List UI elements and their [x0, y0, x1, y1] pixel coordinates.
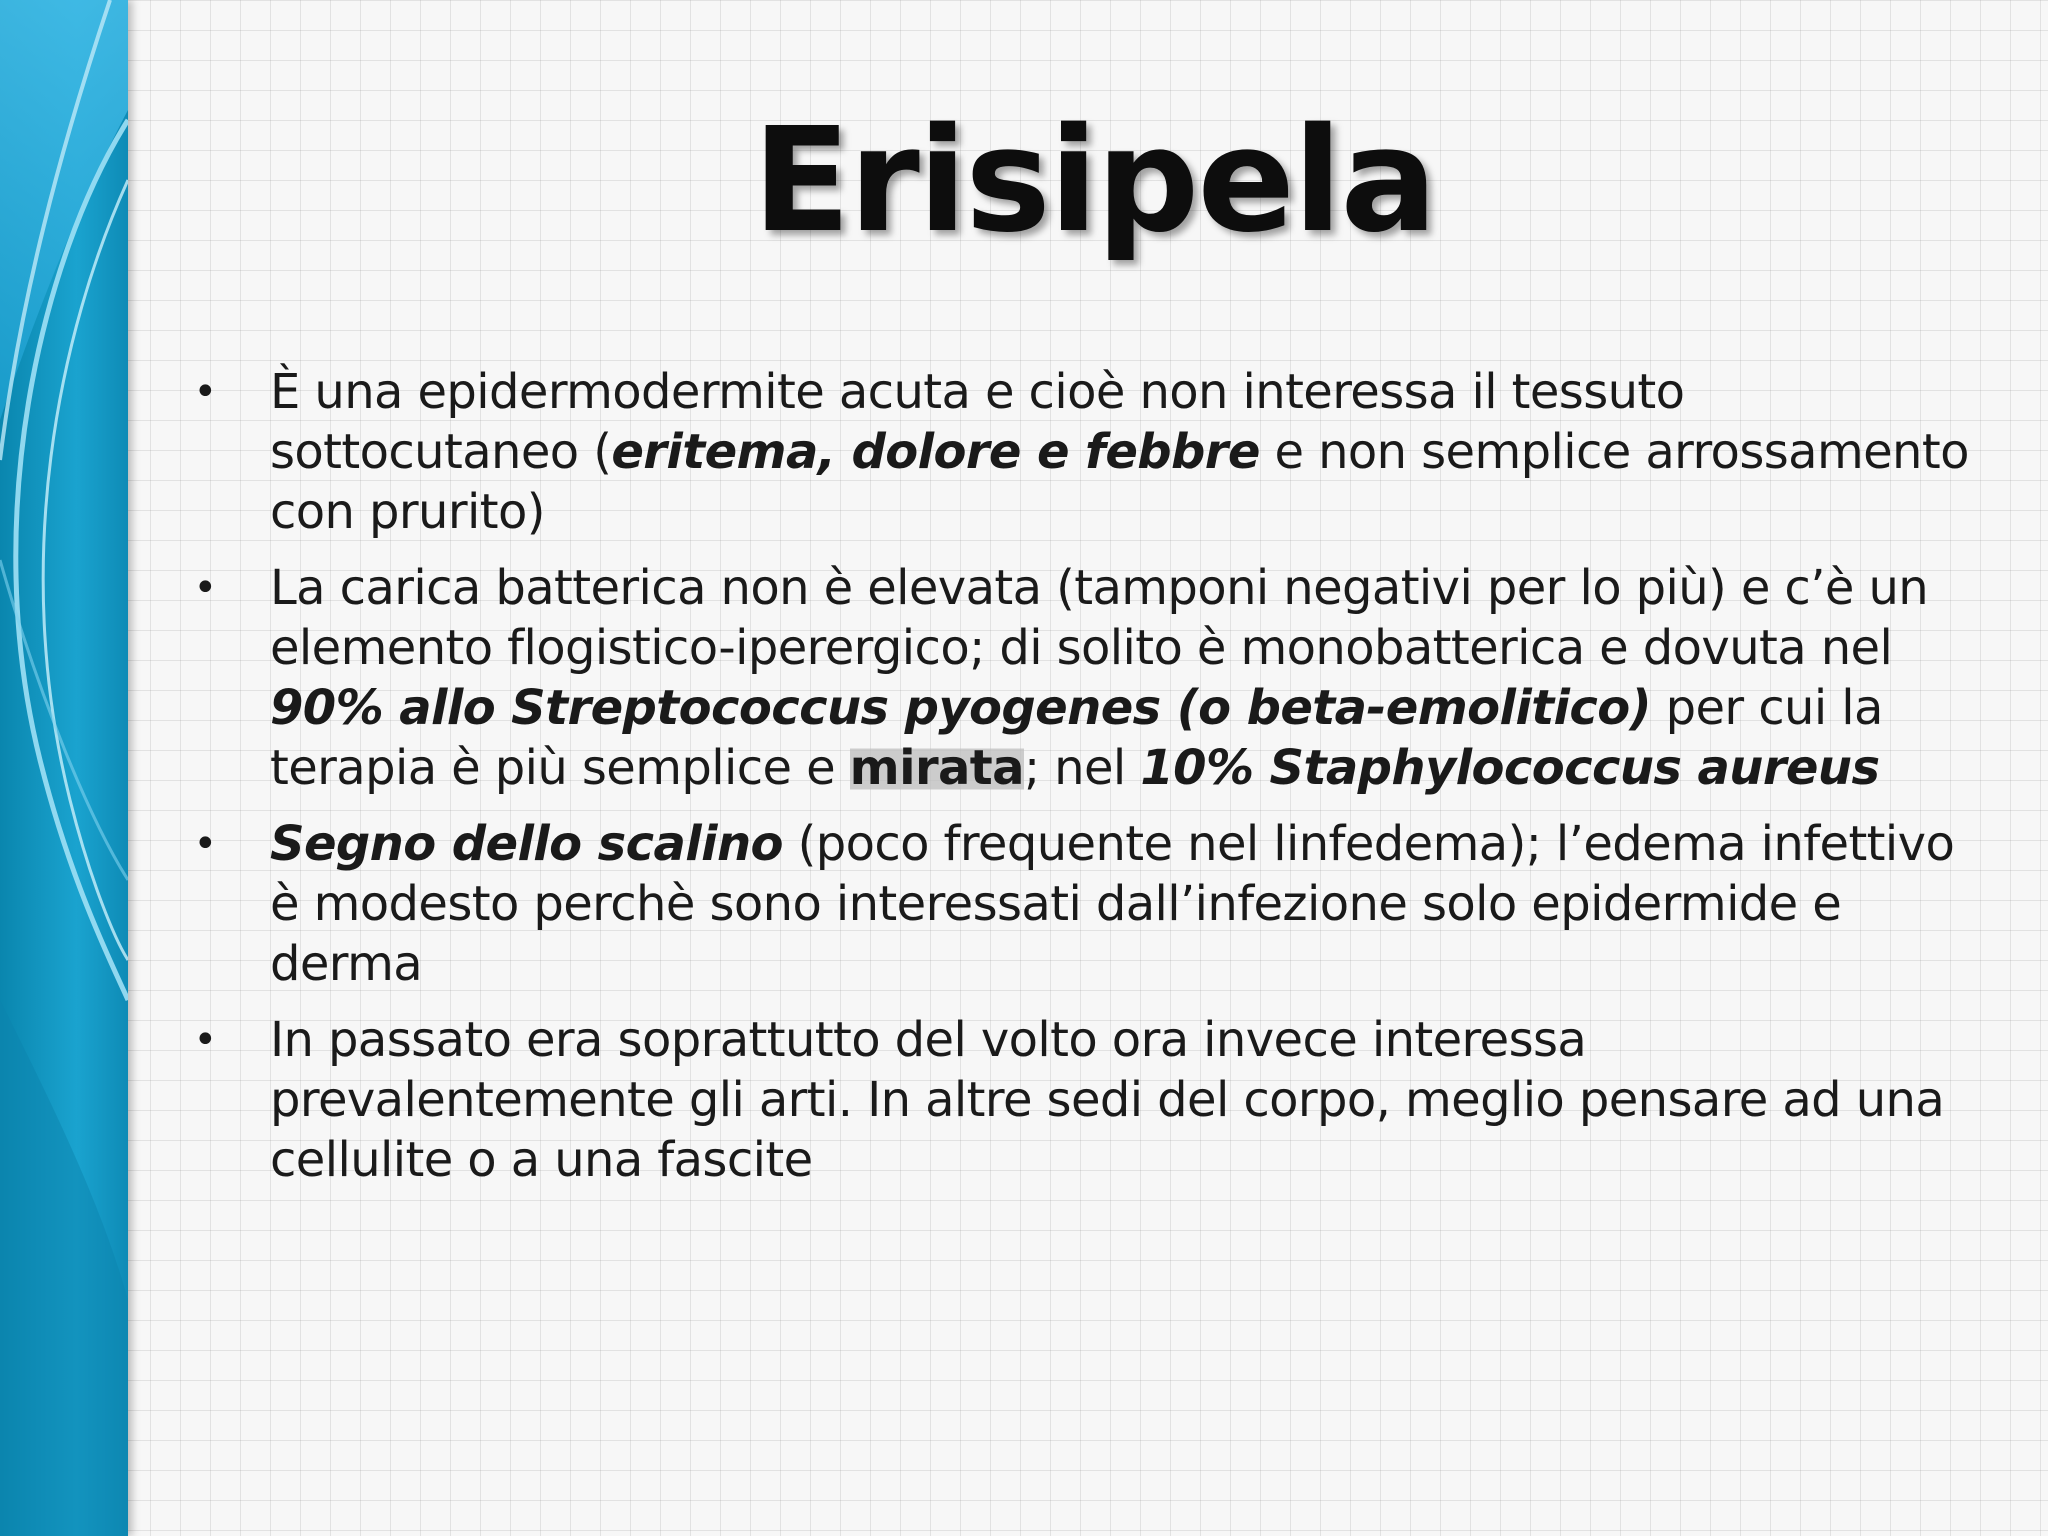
bullet-text: ; nel [1023, 740, 1141, 796]
slide-title: Erisipela [752, 96, 1436, 264]
bullet-text: È una epidermodermite acuta e cioè non interessa il tessuto sottocutaneo ( [270, 364, 1685, 480]
bullet-emphasis: 90% allo Streptococcus pyogenes (o beta-emolitico) [270, 680, 1651, 736]
bullet-text: per cui la terapia è più semplice e [270, 680, 1883, 796]
bullet-icon: • [193, 369, 217, 415]
decorative-side-band [0, 0, 128, 1536]
bullet-emphasis: Segno dello scalino [270, 816, 783, 872]
highlighted-word: mirata [849, 740, 1024, 796]
bullet-item-definition [190, 362, 1970, 542]
bullet-item-sign [190, 814, 1970, 994]
bullet-emphasis: eritema, dolore e febbre [611, 424, 1260, 480]
bullet-text: In passato era soprattutto del volto ora invece interessa prevalentemente gli arti. In altre sedi del corpo, meglio pensare ad una cellulite o a una fascite [270, 1012, 1945, 1188]
bullet-text: La carica batterica non è elevata (tamponi negativi per lo più) e c’è un elemento flogistico-iperergico; di solito è monobatterica e dovuta nel [270, 560, 1929, 676]
bullet-item-location [190, 1010, 1970, 1190]
bullet-icon: • [193, 1017, 217, 1063]
bullet-text: e non semplice arrossamento con prurito) [270, 424, 1969, 540]
bullet-emphasis: 10% Staphylococcus aureus [1140, 740, 1880, 796]
bullet-list [190, 362, 1970, 1206]
bullet-item-bacteria [190, 558, 1970, 798]
bullet-text: (poco frequente nel linfedema); l’edema infettivo è modesto perchè sono interessati dall’infezione solo epidermide e derma [270, 816, 1955, 992]
bullet-icon: • [193, 565, 217, 611]
bullet-icon: • [193, 821, 217, 867]
